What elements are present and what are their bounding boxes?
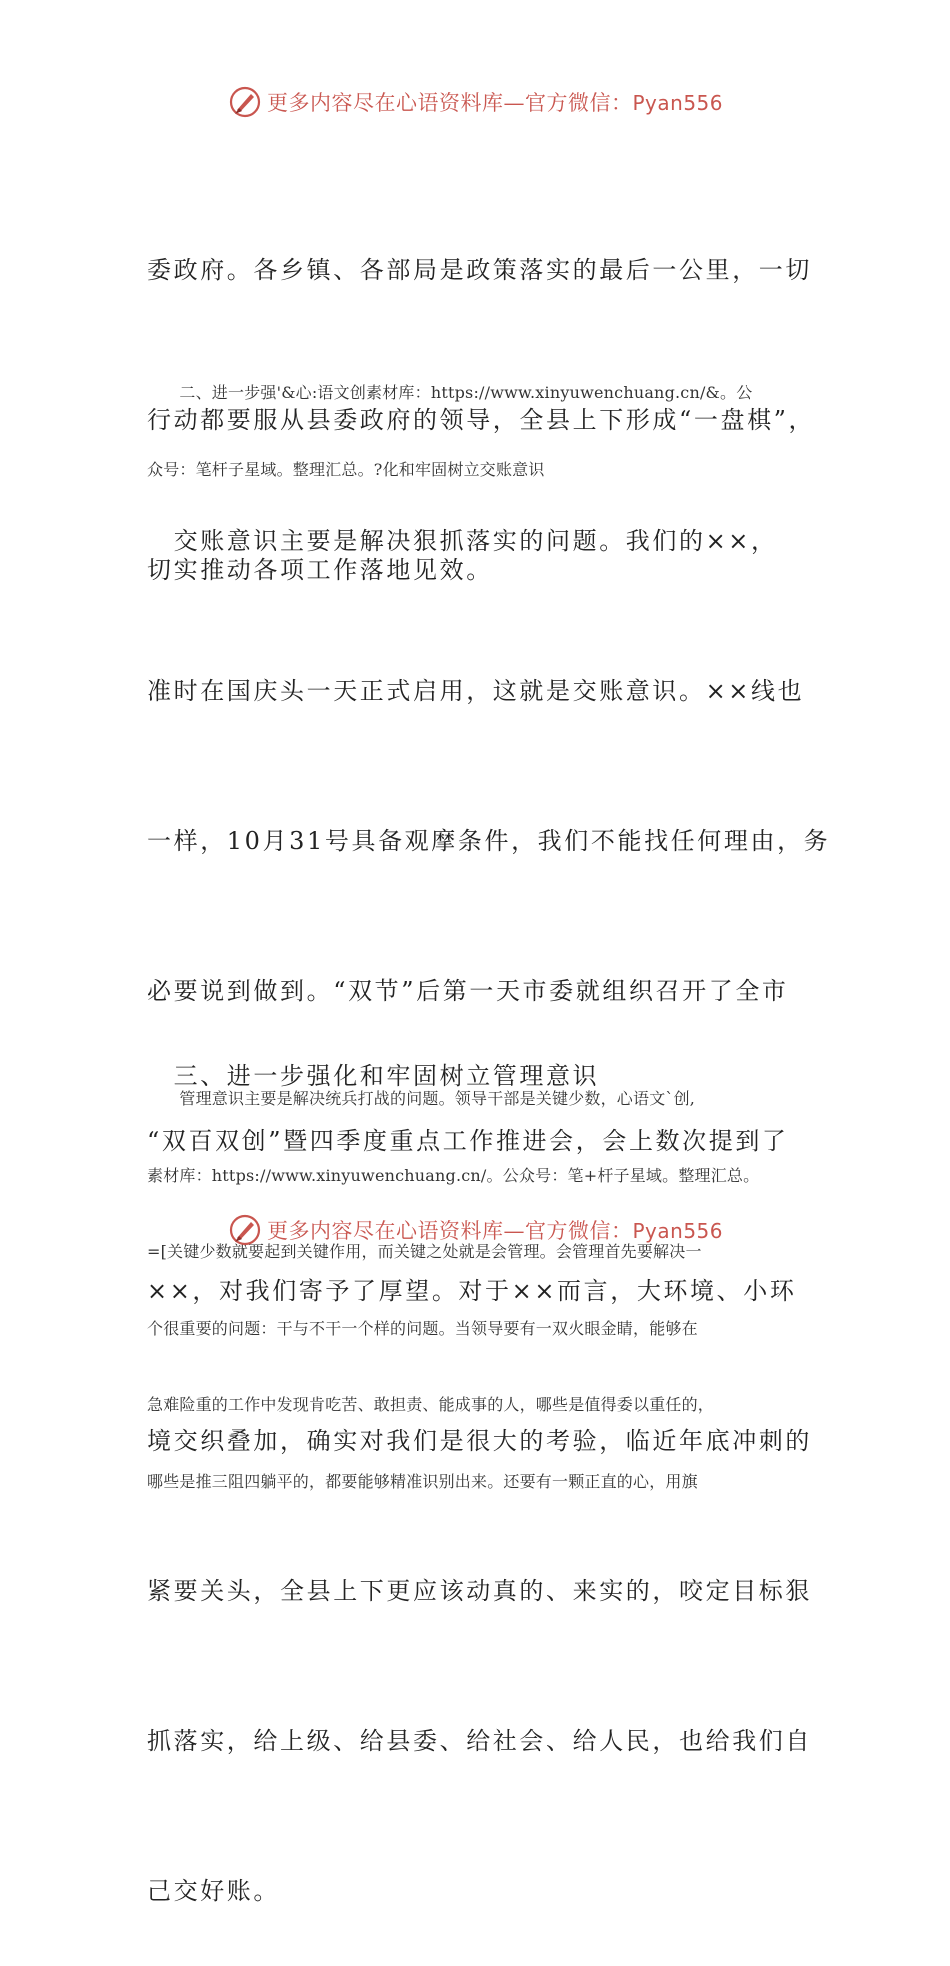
- text-line: 委政府。各乡镇、各部局是政策落实的最后一公里，一切: [147, 256, 812, 284]
- text-line: 切实推动各项工作落地见效。: [147, 556, 493, 584]
- text-line: 己交好账。: [147, 1877, 280, 1905]
- banner-slogan: 更多内容尽在心语资料库—官方微信：: [266, 91, 633, 115]
- heading-text: 三、进一步强化和牢固树立管理意识: [147, 1062, 600, 1090]
- text-line: 必要说到做到。“双节”后第一天市委就组织召开了全市: [147, 977, 789, 1005]
- text-line: 境交织叠加，确实对我们是很大的考验，临近年底冲刺的: [147, 1427, 812, 1455]
- banner-wechat-id: Pyan556: [632, 91, 723, 115]
- text-line: 个很重要的问题：干与不干一个样的问题。当领导要有一双火眼金睛，能够在: [147, 1318, 698, 1338]
- text-line: 准时在国庆头一天正式启用，这就是交账意识。××线也: [147, 677, 805, 705]
- banner-text: [267, 1215, 723, 1245]
- text-line: 抓落实，给上级、给县委、给社会、给人民，也给我们自: [147, 1727, 812, 1755]
- text-line: 素材库：https://www.xinyuwenchuang.cn/。公众号：笔+杆子星域。整理汇总。: [147, 1165, 760, 1185]
- text-line: 管理意识主要是解决统兵打战的问题。领导干部是关键少数，心语文`创,: [147, 1089, 696, 1108]
- text-line: 众号：笔杆子星域。整理汇总。?化和牢固树立交账意识: [147, 459, 545, 479]
- text-line: 紧要关头，全县上下更应该动真的、来实的，咬定目标狠: [147, 1577, 812, 1605]
- banner-wechat-id: Pyan556: [632, 1219, 723, 1243]
- pen-circle-logo-icon: [227, 1212, 263, 1248]
- text-line: 交账意识主要是解决狠抓落实的问题。我们的××，: [147, 527, 778, 555]
- text-line: 二、进一步强'&心:语文创素材库：https://www.xinyuwenchuang.cn/&。公: [147, 383, 753, 402]
- pen-circle-logo-icon: [227, 84, 263, 120]
- banner-slogan: 更多内容尽在心语资料库—官方微信：: [266, 1219, 633, 1243]
- text-line: “双百双创”暨四季度重点工作推进会，会上数次提到了: [147, 1127, 789, 1155]
- text-line: 一样，10月31号具备观摩条件，我们不能找任何理由，务: [147, 827, 831, 855]
- footer-banner: [0, 1208, 950, 1252]
- banner-text: [267, 87, 723, 117]
- text-line: =[关键少数就要起到关键作用，而关键之处就是会管理。会管理首先要解决一: [147, 1242, 702, 1261]
- text-line: 急难险重的工作中发现肯吃苦、敢担责、能成事的人，哪些是值得委以重任的，: [147, 1395, 715, 1414]
- text-line: 哪些是推三阻四躺平的，都要能够精准识别出来。还要有一颗正直的心，用旗: [147, 1471, 698, 1491]
- paragraph-4: [147, 1035, 812, 1520]
- text-line: ××，对我们寄予了厚望。对于××而言，大环境、小环: [147, 1277, 797, 1305]
- text-line: 行动都要服从县委政府的领导，全县上下形成“一盘棋”，: [147, 406, 816, 434]
- header-banner: [0, 80, 950, 124]
